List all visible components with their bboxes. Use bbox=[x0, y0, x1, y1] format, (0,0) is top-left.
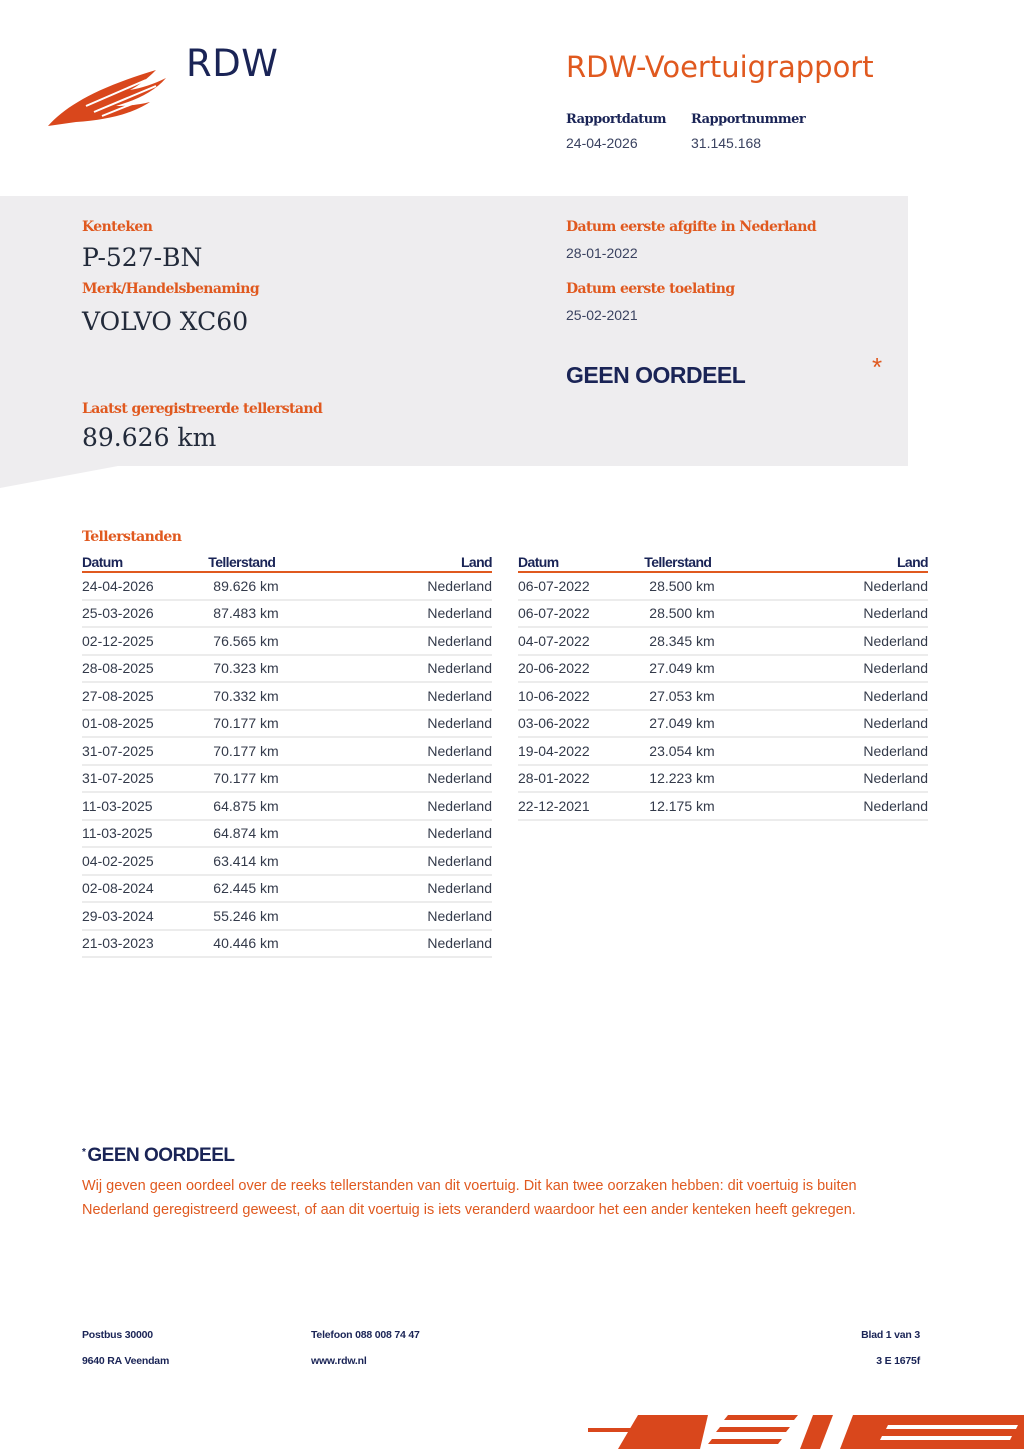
reading-date: 22-12-2021 bbox=[518, 792, 644, 820]
speed-stripes-icon bbox=[588, 1410, 1024, 1449]
readings-table-right bbox=[518, 551, 928, 821]
reading-country: Nederland bbox=[364, 765, 492, 793]
reading-country: Nederland bbox=[364, 792, 492, 820]
reading-country: Nederland bbox=[364, 600, 492, 628]
footer-address-1: Postbus 30000 bbox=[82, 1329, 153, 1341]
table-row bbox=[518, 765, 928, 793]
col-land-header: Land bbox=[364, 551, 492, 572]
reading-date: 04-02-2025 bbox=[82, 847, 208, 875]
col-km-header: Tellerstand bbox=[208, 551, 363, 572]
reading-date: 02-12-2025 bbox=[82, 627, 208, 655]
reading-date: 28-08-2025 bbox=[82, 655, 208, 683]
reading-date: 04-07-2022 bbox=[518, 627, 644, 655]
reading-date: 03-06-2022 bbox=[518, 710, 644, 738]
reading-date: 20-06-2022 bbox=[518, 655, 644, 683]
reading-date: 06-07-2022 bbox=[518, 572, 644, 600]
verdict-text: GEEN OORDEEL bbox=[566, 362, 746, 388]
table-row bbox=[82, 655, 492, 683]
brand-name: RDW bbox=[186, 42, 279, 85]
reading-country: Nederland bbox=[364, 930, 492, 958]
reading-date: 06-07-2022 bbox=[518, 600, 644, 628]
report-number-value: 31.145.168 bbox=[691, 135, 762, 151]
table-row bbox=[518, 710, 928, 738]
first-admission-value: 25-02-2021 bbox=[566, 307, 638, 323]
note-title-text: GEEN OORDEEL bbox=[87, 1145, 235, 1166]
readings-table-left bbox=[82, 551, 492, 958]
col-land-header: Land bbox=[800, 551, 928, 572]
table-row bbox=[82, 792, 492, 820]
verdict-asterisk: * bbox=[872, 352, 883, 382]
panel-tab-shape bbox=[0, 466, 118, 488]
odometer-label: Laatst geregistreerde tellerstand bbox=[82, 401, 323, 417]
table-row bbox=[82, 572, 492, 600]
reading-km: 70.332 km bbox=[208, 682, 363, 710]
note-text: Wij geven geen oordeel over de reeks tellerstanden van dit voertuig. Dit kan twee oorzaken hebben: dit voertuig is buiten Nederland geregistreerd geweest, of aan dit voertuig is iets veranderd waardoor het een ander kenteken heeft gekregen. bbox=[82, 1178, 857, 1218]
table-row bbox=[518, 682, 928, 710]
reading-km: 23.054 km bbox=[644, 737, 799, 765]
table-row bbox=[518, 737, 928, 765]
plate-value: P-527-BN bbox=[82, 243, 203, 272]
reading-country: Nederland bbox=[800, 655, 928, 683]
reading-country: Nederland bbox=[364, 875, 492, 903]
reading-country: Nederland bbox=[364, 627, 492, 655]
plate-label: Kenteken bbox=[82, 219, 153, 235]
col-date-header: Datum bbox=[518, 551, 644, 572]
reading-date: 19-04-2022 bbox=[518, 737, 644, 765]
reading-km: 12.175 km bbox=[644, 792, 799, 820]
make-value: VOLVO XC60 bbox=[82, 307, 249, 336]
report-title: RDW-Voertuigrapport bbox=[566, 50, 874, 84]
table-row bbox=[518, 655, 928, 683]
reading-country: Nederland bbox=[364, 682, 492, 710]
first-nl-value: 28-01-2022 bbox=[566, 245, 638, 261]
reading-date: 21-03-2023 bbox=[82, 930, 208, 958]
reading-date: 25-03-2026 bbox=[82, 600, 208, 628]
reading-country: Nederland bbox=[800, 737, 928, 765]
reading-date: 31-07-2025 bbox=[82, 737, 208, 765]
table-row bbox=[518, 792, 928, 820]
table-row bbox=[82, 902, 492, 930]
first-nl-label: Datum eerste afgifte in Nederland bbox=[566, 219, 817, 235]
report-date-label: Rapportdatum bbox=[566, 112, 666, 127]
table-row bbox=[82, 875, 492, 903]
reading-country: Nederland bbox=[800, 600, 928, 628]
footer-phone: Telefoon 088 008 74 47 bbox=[311, 1329, 420, 1341]
reading-date: 10-06-2022 bbox=[518, 682, 644, 710]
table-row bbox=[518, 600, 928, 628]
reading-country: Nederland bbox=[800, 710, 928, 738]
rdw-logo-icon bbox=[46, 66, 168, 128]
reading-km: 70.177 km bbox=[208, 737, 363, 765]
reading-date: 01-08-2025 bbox=[82, 710, 208, 738]
footer-address-2: 9640 RA Veendam bbox=[82, 1355, 170, 1367]
table-row bbox=[518, 627, 928, 655]
reading-country: Nederland bbox=[800, 627, 928, 655]
reading-date: 11-03-2025 bbox=[82, 792, 208, 820]
footer-code: 3 E 1675f bbox=[876, 1355, 920, 1367]
table-row bbox=[82, 820, 492, 848]
reading-km: 70.177 km bbox=[208, 765, 363, 793]
reading-country: Nederland bbox=[800, 792, 928, 820]
table-row bbox=[82, 627, 492, 655]
note-title bbox=[82, 1145, 234, 1167]
reading-km: 27.053 km bbox=[644, 682, 799, 710]
reading-country: Nederland bbox=[364, 710, 492, 738]
table-row bbox=[82, 930, 492, 958]
reading-date: 27-08-2025 bbox=[82, 682, 208, 710]
table-row bbox=[82, 765, 492, 793]
table-header-row bbox=[82, 551, 492, 572]
reading-km: 28.500 km bbox=[644, 572, 799, 600]
table-header-row bbox=[518, 551, 928, 572]
reading-km: 63.414 km bbox=[208, 847, 363, 875]
reading-date: 31-07-2025 bbox=[82, 765, 208, 793]
reading-km: 89.626 km bbox=[208, 572, 363, 600]
reading-country: Nederland bbox=[364, 847, 492, 875]
reading-km: 28.500 km bbox=[644, 600, 799, 628]
reading-country: Nederland bbox=[364, 572, 492, 600]
reading-km: 87.483 km bbox=[208, 600, 363, 628]
note-asterisk: * bbox=[82, 1147, 86, 1158]
footer-page: Blad 1 van 3 bbox=[861, 1329, 920, 1341]
reading-country: Nederland bbox=[364, 820, 492, 848]
footer-website[interactable]: www.rdw.nl bbox=[311, 1355, 367, 1367]
first-admission-label: Datum eerste toelating bbox=[566, 281, 735, 297]
reading-country: Nederland bbox=[800, 765, 928, 793]
report-date-value: 24-04-2026 bbox=[566, 135, 638, 151]
reading-km: 12.223 km bbox=[644, 765, 799, 793]
report-number-label: Rapportnummer bbox=[691, 112, 806, 127]
reading-date: 11-03-2025 bbox=[82, 820, 208, 848]
table-row bbox=[518, 572, 928, 600]
reading-km: 64.874 km bbox=[208, 820, 363, 848]
odometer-value: 89.626 km bbox=[82, 423, 217, 452]
col-date-header: Datum bbox=[82, 551, 208, 572]
reading-km: 64.875 km bbox=[208, 792, 363, 820]
reading-km: 70.323 km bbox=[208, 655, 363, 683]
table-row bbox=[82, 600, 492, 628]
reading-km: 27.049 km bbox=[644, 710, 799, 738]
table-row bbox=[82, 737, 492, 765]
reading-km: 62.445 km bbox=[208, 875, 363, 903]
reading-date: 24-04-2026 bbox=[82, 572, 208, 600]
reading-country: Nederland bbox=[364, 655, 492, 683]
reading-date: 02-08-2024 bbox=[82, 875, 208, 903]
table-row bbox=[82, 682, 492, 710]
reading-country: Nederland bbox=[800, 572, 928, 600]
make-label: Merk/Handelsbenaming bbox=[82, 281, 260, 297]
reading-country: Nederland bbox=[800, 682, 928, 710]
reading-km: 40.446 km bbox=[208, 930, 363, 958]
reading-country: Nederland bbox=[364, 902, 492, 930]
reading-km: 27.049 km bbox=[644, 655, 799, 683]
reading-km: 70.177 km bbox=[208, 710, 363, 738]
reading-km: 28.345 km bbox=[644, 627, 799, 655]
reading-date: 28-01-2022 bbox=[518, 765, 644, 793]
table-row bbox=[82, 710, 492, 738]
reading-country: Nederland bbox=[364, 737, 492, 765]
readings-title: Tellerstanden bbox=[82, 529, 182, 545]
table-row bbox=[82, 847, 492, 875]
reading-date: 29-03-2024 bbox=[82, 902, 208, 930]
reading-km: 55.246 km bbox=[208, 902, 363, 930]
col-km-header: Tellerstand bbox=[644, 551, 799, 572]
reading-km: 76.565 km bbox=[208, 627, 363, 655]
